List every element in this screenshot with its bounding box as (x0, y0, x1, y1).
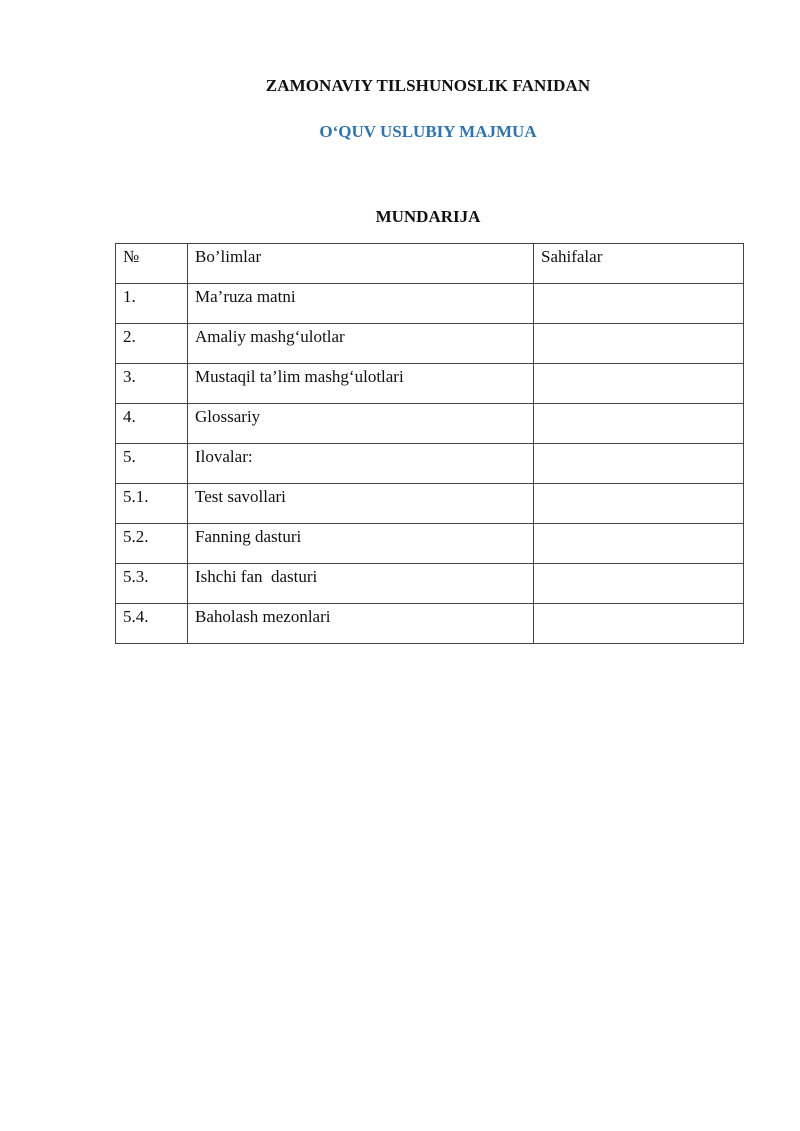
row-number: 5.1. (116, 484, 188, 524)
header-number: № (116, 244, 188, 284)
row-section: Test savollari (188, 484, 534, 524)
row-pages (534, 364, 744, 404)
row-pages (534, 564, 744, 604)
table-row (116, 604, 744, 644)
row-section: Ilovalar: (188, 444, 534, 484)
row-number: 1. (116, 284, 188, 324)
row-section: Glossariy (188, 404, 534, 444)
row-number: 2. (116, 324, 188, 364)
document-subtitle: O‘QUV USLUBIY MAJMUA (319, 122, 537, 141)
table-row (116, 324, 744, 364)
row-pages (534, 324, 744, 364)
row-section: Fanning dasturi (188, 524, 534, 564)
row-pages (534, 404, 744, 444)
document-title: ZAMONAVIY TILSHUNOSLIK FANIDAN (265, 76, 591, 95)
row-section: Ma’ruza matni (188, 284, 534, 324)
row-number: 5. (116, 444, 188, 484)
row-number: 5.2. (116, 524, 188, 564)
table-row (116, 564, 744, 604)
row-number: 3. (116, 364, 188, 404)
table-row (116, 404, 744, 444)
row-number: 5.4. (116, 604, 188, 644)
row-section: Mustaqil ta’lim mashg‘ulotlari (188, 364, 534, 404)
row-pages (534, 444, 744, 484)
row-pages (534, 284, 744, 324)
header-section: Bo’limlar (188, 244, 534, 284)
table-of-contents (115, 243, 744, 644)
table-row (116, 444, 744, 484)
row-pages (534, 484, 744, 524)
table-header-row (116, 244, 744, 284)
row-section: Baholash mezonlari (188, 604, 534, 644)
table-row (116, 484, 744, 524)
table-row (116, 524, 744, 564)
header-pages: Sahifalar (534, 244, 744, 284)
table-row (116, 284, 744, 324)
row-pages (534, 604, 744, 644)
row-section: Amaliy mashg‘ulotlar (188, 324, 534, 364)
row-section: Ishchi fan dasturi (188, 564, 534, 604)
row-number: 5.3. (116, 564, 188, 604)
table-row (116, 364, 744, 404)
row-pages (534, 524, 744, 564)
row-number: 4. (116, 404, 188, 444)
table-of-contents-heading: MUNDARIJA (375, 207, 481, 226)
